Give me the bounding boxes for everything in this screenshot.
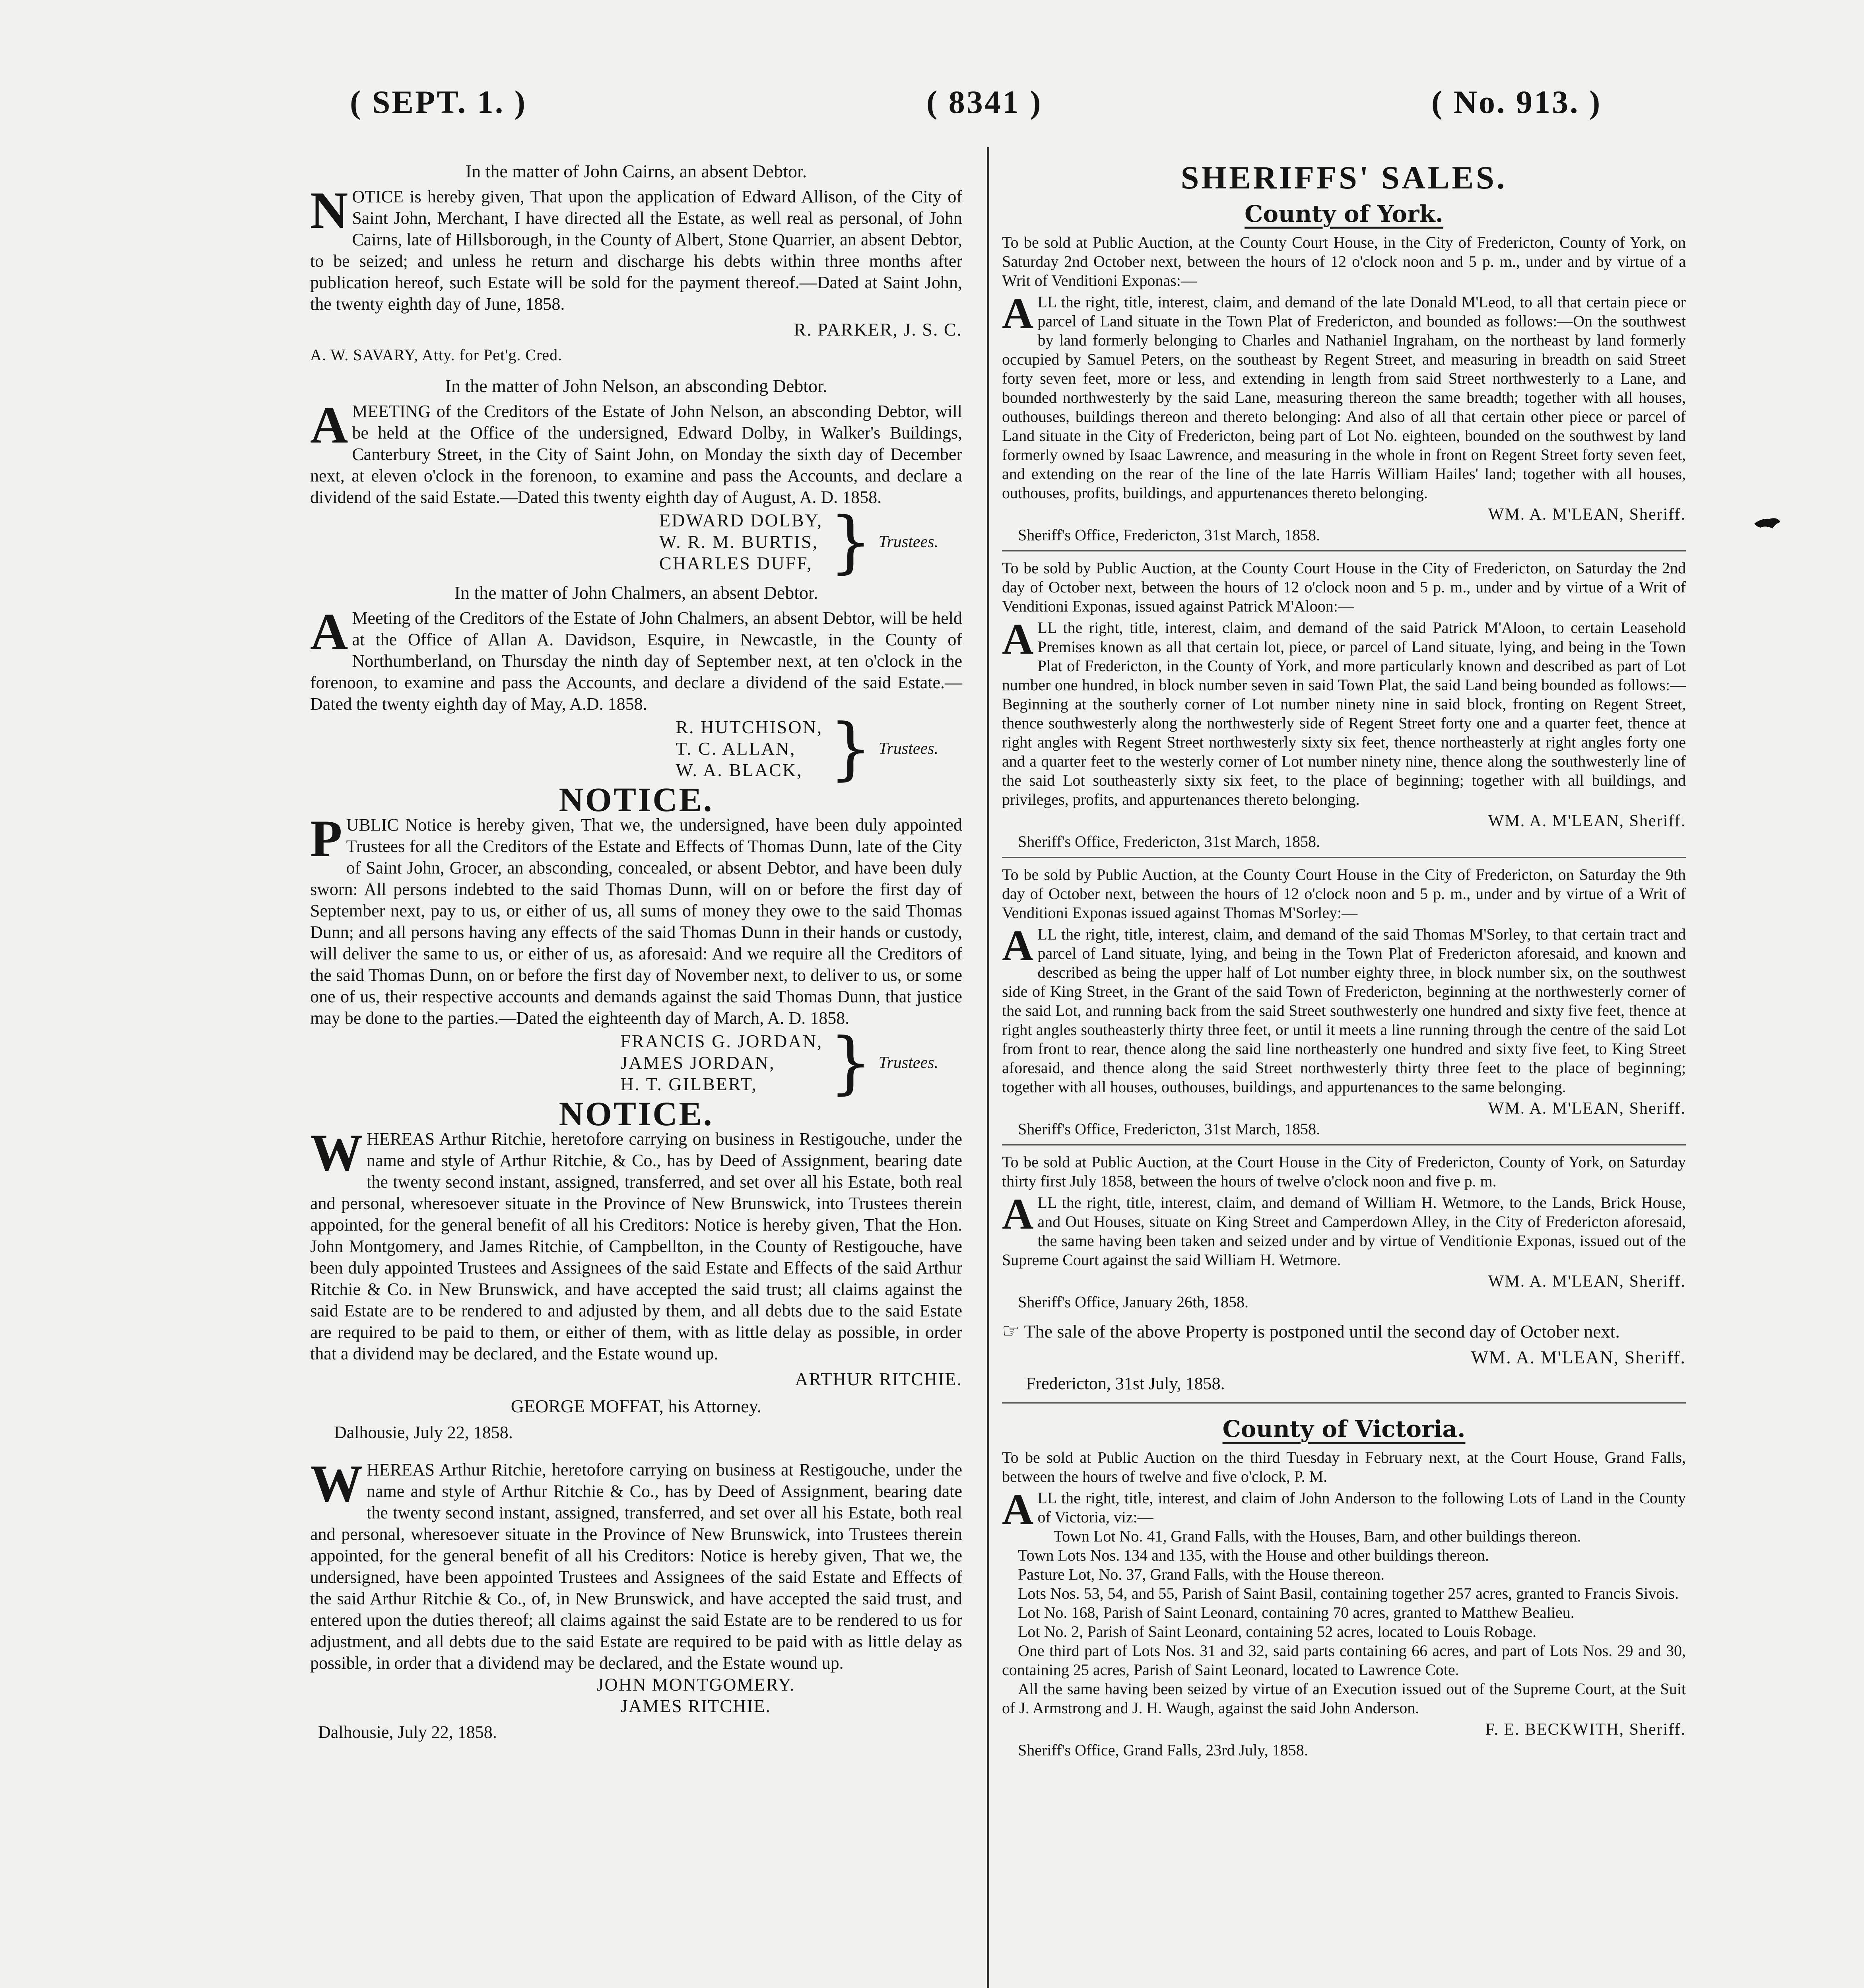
notice-body: MEETING of the Creditors of the Estate of John Nelson, an absconding Debtor, will be held at the Office of the undersigned, Edward Dolby, in Walker's Buildings, Canterbury Street, in the City of Saint John, on Monday the sixth day of December next, at eleven o'clock in the forenoon, to examine and pass the Accounts, and declare a dividend of the said Estate.—Dated this twenty eighth day of August, A. D. 1858.	[310, 402, 962, 507]
drop-cap: A	[310, 396, 348, 454]
curly-brace-icon: }	[829, 503, 872, 581]
notice-caption: In the matter of John Cairns, an absent Debtor.	[465, 161, 807, 181]
column-divider	[987, 147, 989, 1988]
lot-item: Lots Nos. 53, 54, and 55, Parish of Saint Basil, containing together 257 acres, granted to Francis Sivois.	[1018, 1584, 1679, 1602]
drop-cap: W	[310, 1123, 363, 1182]
sale-victoria	[1002, 1448, 1686, 1760]
sale-body: LL the right, title, interest, claim, and demand of the said Thomas M'Sorley, to that certain tract and parcel of Land situate, lying, and being in the Town Plat of Fredericton aforesaid, and known and described as being the upper half of Lot number eighty three, in block number six, on the southwest side of King Street, in the Grant of the said Town of Fredericton, beginning at the northwesterly corner of the said Lot, and running back from the said Street southwesterly one hundred and sixty five feet, thence at right angles southeasterly thirty three feet, or until it meets a line running through the centre of the said Lot from front to rear, thence along the said line northeasterly one hundred and sixty five feet, to King Street aforesaid, and thence along the said Street northwesterly thirty three feet to the place of beginning; together with all houses, outhouses, buildings, and appurtenances to the same belonging.	[1002, 925, 1686, 1096]
postponed-notice	[1002, 1320, 1686, 1404]
drop-cap: A	[1002, 921, 1034, 970]
notice-signature: JOHN MONTGOMERY.	[596, 1674, 795, 1695]
rule-divider	[1002, 1144, 1686, 1145]
sale-body: LL the right, title, interest, and claim of John Anderson to the following Lots of Land in the County of Victoria, viz:—	[1037, 1489, 1686, 1526]
postponed-signature: WM. A. M'LEAN, Sheriff.	[1471, 1347, 1686, 1367]
right-column	[1002, 155, 1686, 1765]
sale-intro: To be sold at Public Auction, at the Court House in the City of Fredericton, County of York, on Saturday thirty first July 1858, between the hours of twelve o'clock noon and five p. m.	[1002, 1153, 1686, 1190]
sale-intro: To be sold at Public Auction, at the County Court House, in the City of Fredericton, County of York, on Saturday 2nd October next, between the hours of 12 o'clock noon and 5 p. m., under and by virtue of a Writ of Venditioni Exponas:—	[1002, 233, 1686, 289]
trustees-label: Trustees.	[878, 533, 938, 551]
notice-chalmers	[310, 582, 962, 788]
sale-signature: F. E. BECKWITH, Sheriff.	[1485, 1720, 1686, 1739]
notice-signature: ARTHUR RITCHIE.	[795, 1369, 962, 1389]
trustee-name: CHARLES DUFF,	[659, 553, 813, 573]
trustee-name: EDWARD DOLBY,	[659, 510, 823, 530]
postponed-text: The sale of the above Property is postponed until the second day of October next.	[1024, 1321, 1620, 1342]
rule-divider	[1002, 550, 1686, 551]
lot-item: Town Lot No. 41, Grand Falls, with the Houses, Barn, and other buildings thereon.	[1053, 1527, 1581, 1545]
notice-caption: In the matter of John Nelson, an absconding Debtor.	[445, 376, 827, 396]
sale-office: Sheriff's Office, Fredericton, 31st March, 1858.	[1018, 1120, 1320, 1138]
section-title: SHERIFFS' SALES.	[1181, 159, 1507, 196]
trustee-name: FRANCIS G. JORDAN,	[620, 1031, 823, 1051]
ink-blot-icon	[1753, 515, 1781, 531]
sale-signature: WM. A. M'LEAN, Sheriff.	[1488, 812, 1686, 830]
notice-signature: R. PARKER, J. S. C.	[794, 319, 962, 340]
sale-office: Sheriff's Office, Grand Falls, 23rd July, 1858.	[1018, 1741, 1308, 1759]
left-column	[310, 155, 962, 1743]
header-page-number: ( 8341 )	[926, 84, 1043, 120]
notice-dated: Dalhousie, July 22, 1858.	[318, 1722, 497, 1742]
drop-cap: P	[310, 809, 342, 868]
postponed-dated: Fredericton, 31st July, 1858.	[1026, 1374, 1225, 1393]
trustee-name: H. T. GILBERT,	[620, 1074, 757, 1094]
notice-heading: NOTICE.	[559, 780, 714, 819]
notice-dunn	[310, 780, 962, 1102]
sale-signature: WM. A. M'LEAN, Sheriff.	[1488, 1099, 1686, 1118]
notice-caption: In the matter of John Chalmers, an absent Debtor.	[454, 582, 818, 603]
notice-cairns	[310, 161, 962, 366]
curly-brace-icon: }	[829, 709, 872, 788]
trustee-name: W. A. BLACK,	[676, 760, 803, 780]
drop-cap: A	[1002, 289, 1034, 338]
trustees-block	[310, 1023, 938, 1102]
pointing-hand-icon: ☞	[1002, 1320, 1020, 1342]
notice-dated: Dalhousie, July 22, 1858.	[334, 1423, 513, 1442]
trustee-name: JAMES JORDAN,	[620, 1052, 775, 1073]
notice-body: HEREAS Arthur Ritchie, heretofore carrying on business at Restigouche, under the name and style of Arthur Ritchie & Co., has by Deed of Assignment, bearing date the twenty second instant, assigned, transferred, and set over all his Estate, both real and personal, wheresoever situate in the Province of New Brunswick, into Trustees therein appointed, for the general benefit of all his Creditors: Notice is hereby given, That we, the undersigned, have been appointed Trustees and Assignees of the said Estate and Effects of the said Arthur Ritchie & Co., of, in New Brunswick, and have accepted the said trust, and entered upon the duties thereof; all claims against the said Estate are to be rendered to us for adjustment, and all debts due to the said Estate are required to be paid with as little delay as possible, in order that a dividend may be declared, and the Estate wound up.	[310, 1460, 962, 1673]
page-header	[0, 83, 1864, 127]
notice-attorney: A. W. SAVARY, Atty. for Pet'g. Cred.	[310, 346, 563, 364]
header-issue-number: ( No. 913. )	[1431, 84, 1602, 120]
signature-block	[429, 1674, 962, 1717]
trustees-label: Trustees.	[878, 740, 938, 758]
trustees-block	[310, 709, 938, 788]
sale-2	[1002, 559, 1686, 858]
notice-body: HEREAS Arthur Ritchie, heretofore carrying on business in Restigouche, under the name and style of Arthur Ritchie, & Co., has by Deed of Assignment, bearing date the twenty second instant, assigned, transferred, and set over all his Estate, both real and personal, wheresoever situate in the Province of New Brunswick, into Trustees therein appointed, for the general benefit of all his Creditors: Notice is hereby given, That the Hon. John Montgomery, and James Ritchie, of Campbellton, in the County of Restigouche, have been duly appointed Trustees and Assignees of the said Estate and Effects of the said Arthur Ritchie & Co. in New Brunswick, and have accepted the said trust; all claims against the said Estate are to be rendered to and adjusted by them, and all debts due to the said Estate are required to be paid to them, or either of them, with as little delay as possible, in order that a dividend may be declared, and the Estate wound up.	[310, 1129, 962, 1363]
notice-ritchie-1	[310, 1095, 962, 1443]
sale-4	[1002, 1153, 1686, 1312]
sale-office: Sheriff's Office, Fredericton, 31st March, 1858.	[1018, 526, 1320, 544]
header-date: ( SEPT. 1. )	[350, 84, 527, 120]
drop-cap: A	[1002, 1190, 1034, 1238]
drop-cap: W	[310, 1454, 363, 1512]
trustee-name: R. HUTCHISON,	[676, 717, 823, 737]
drop-cap: A	[310, 602, 348, 661]
trustees-label: Trustees.	[878, 1054, 938, 1072]
sale-body: LL the right, title, interest, claim, and demand of the late Donald M'Leod, to all that certain piece or parcel of Land situate in the Town Plat of Fredericton, and bounded as follows:—On the southwest by land formerly belonging to Charles and Nathaniel Ingraham, on the northeast by land formerly occupied by Samuel Peters, on the southeast by Regent Street, and measuring in breadth on said Street forty seven feet, more or less, and extending in length from said Street northwesterly to a Lane, and bounded northwesterly by the said Lane, measuring thereon the same breadth; together with all houses, outhouses, buildings thereon and thereto belonging: And also of all that certain other piece or parcel of Land situate in the City of Fredericton, being part of Lot No. eighteen, bounded on the southwest by land formerly owned by Isaac Lawrence, and measuring in the whole in front on Regent Street forty seven feet, and extending on the rear of the line of the late Harris William Hailes' land; together with all houses, outhouses, profits, buildings, and appurtenances thereto belonging.	[1002, 293, 1686, 502]
lot-item: Town Lots Nos. 134 and 135, with the House and other buildings thereon.	[1018, 1546, 1489, 1564]
lot-item: One third part of Lots Nos. 31 and 32, said parts containing 66 acres, and part of Lots Nos. 29 and 30, containing 25 acres, Parish of Saint Leonard, located to Lawrence Cote.	[1002, 1642, 1686, 1679]
notice-heading: NOTICE.	[559, 1095, 714, 1133]
trustees-block	[310, 503, 938, 581]
lot-item: All the same having been seized by virtue of an Execution issued out of the Supreme Court, at the Suit of J. Armstrong and J. H. Waugh, against the said John Anderson.	[1002, 1680, 1686, 1717]
sale-intro: To be sold by Public Auction, at the County Court House in the City of Fredericton, on Saturday the 9th day of October next, between the hours of 12 o'clock noon and 5 p. m., under and by virtue of a Writ of Venditioni Exponas issued against Thomas M'Sorley:—	[1002, 866, 1686, 922]
sale-intro: To be sold at Public Auction on the third Tuesday in February next, at the Court House, Grand Falls, between the hours of twelve and five o'clock, P. M.	[1002, 1448, 1686, 1485]
lot-item: Pasture Lot, No. 37, Grand Falls, with the House thereon.	[1018, 1565, 1385, 1583]
trustee-name: T. C. ALLAN,	[676, 738, 796, 759]
trustee-name: W. R. M. BURTIS,	[659, 532, 819, 552]
notice-nelson	[310, 375, 962, 581]
notice-body: Meeting of the Creditors of the Estate of John Chalmers, an absent Debtor, will be held at the Office of Allan A. Davidson, Esquire, in Newcastle, in the County of Northumberland, on Thursday the ninth day of September next, at ten o'clock in the forenoon, to examine and pass the Accounts, and declare a dividend of the said Estate.—Dated the twenty eighth day of May, A.D. 1858.	[310, 608, 962, 714]
sale-body: LL the right, title, interest, claim, and demand of William H. Wetmore, to the Lands, Brick House, and Out Houses, situate on King Street and Camperdown Alley, in the City of Fredericton aforesaid, the same having been taken and seized under and by virtue of Venditionie Exponas, issued out of the Supreme Court against the said William H. Wetmore.	[1002, 1194, 1686, 1269]
notice-ritchie-2	[310, 1454, 962, 1743]
notice-body: OTICE is hereby given, That upon the application of Edward Allison, of the City of Saint John, Merchant, I have directed all the Estate, as well real as personal, of John Cairns, late of Hillsborough, in the County of Albert, Stone Quarrier, an absent Debtor, to be seized; and unless he return and discharge his debts within three months after publication hereof, such Estate will be sold for the payment thereof.—Dated at Saint John, the twenty eighth day of June, 1858.	[310, 187, 962, 314]
lot-item: Lot No. 2, Parish of Saint Leonard, containing 52 acres, located to Louis Robage.	[1018, 1623, 1537, 1640]
curly-brace-icon: }	[829, 1023, 872, 1102]
sale-signature: WM. A. M'LEAN, Sheriff.	[1488, 1272, 1686, 1291]
drop-cap: A	[1002, 615, 1034, 663]
sale-office: Sheriff's Office, January 26th, 1858.	[1018, 1293, 1249, 1311]
sale-intro: To be sold by Public Auction, at the County Court House in the City of Fredericton, on Saturday the 2nd day of October next, between the hours of 12 o'clock noon and 5 p. m., under and by virtue of a Writ of Venditioni Exponas, issued against Patrick M'Aloon:—	[1002, 559, 1686, 615]
sale-1	[1002, 233, 1686, 551]
lot-item: Lot No. 168, Parish of Saint Leonard, containing 70 acres, granted to Matthew Bealieu.	[1018, 1604, 1575, 1621]
county-heading: County of Victoria.	[1222, 1415, 1466, 1442]
rule-divider	[1002, 1402, 1686, 1404]
drop-cap: N	[310, 181, 348, 239]
drop-cap: A	[1002, 1485, 1034, 1534]
notice-attorney: GEORGE MOFFAT, his Attorney.	[511, 1396, 762, 1416]
rule-divider	[1002, 857, 1686, 858]
sale-office: Sheriff's Office, Fredericton, 31st March, 1858.	[1018, 833, 1320, 850]
sale-signature: WM. A. M'LEAN, Sheriff.	[1488, 505, 1686, 524]
sale-body: LL the right, title, interest, claim, and demand of the said Patrick M'Aloon, to certain Leasehold Premises known as all that certain lot, piece, or parcel of Land situate, lying, and being in the Town Plat of Fredericton, in the County of York, and more particularly known and described as part of Lot number one hundred, in block number seven in said Town Plat, the said Land being bounded as follows:—Beginning at the southerly corner of Lot number ninety nine in said block, fronting on Regent Street, thence southwesterly along the northwesterly side of Regent Street forty one and a quarter feet, thence at right angles with Regent Street northwesterly sixty six feet, thence northeasterly at right angles forty one and a quarter feet to the westerly corner of Lot number ninety nine, thence along the southwesterly line of the said Lot southeasterly sixty six feet, to the place of beginning; together with all buildings, and privileges, profits, and appurtenances thereto belonging.	[1002, 619, 1686, 808]
sale-3	[1002, 865, 1686, 1145]
notice-signature: JAMES RITCHIE.	[620, 1696, 771, 1716]
county-heading: County of York.	[1245, 200, 1443, 227]
notice-body: UBLIC Notice is hereby given, That we, the undersigned, have been duly appointed Trustees for all the Creditors of the Estate and Effects of Thomas Dunn, late of the City of Saint John, Grocer, an absconding, concealed, or absent Debtor, and have been duly sworn: All persons indebted to the said Thomas Dunn, will on or before the first day of September next, pay to us, or either of us, all sums of money they owe to the said Thomas Dunn; and all persons having any effects of the said Thomas Dunn in their hands or custody, will deliver the same to us, or either of us, as aforesaid: And we require all the Creditors of the said Thomas Dunn, on or before the first day of November next, to deliver to us, or some one of us, their respective accounts and demands against the said Thomas Dunn, that justice may be done to the parties.—Dated the eighteenth day of March, A. D. 1858.	[310, 815, 962, 1028]
